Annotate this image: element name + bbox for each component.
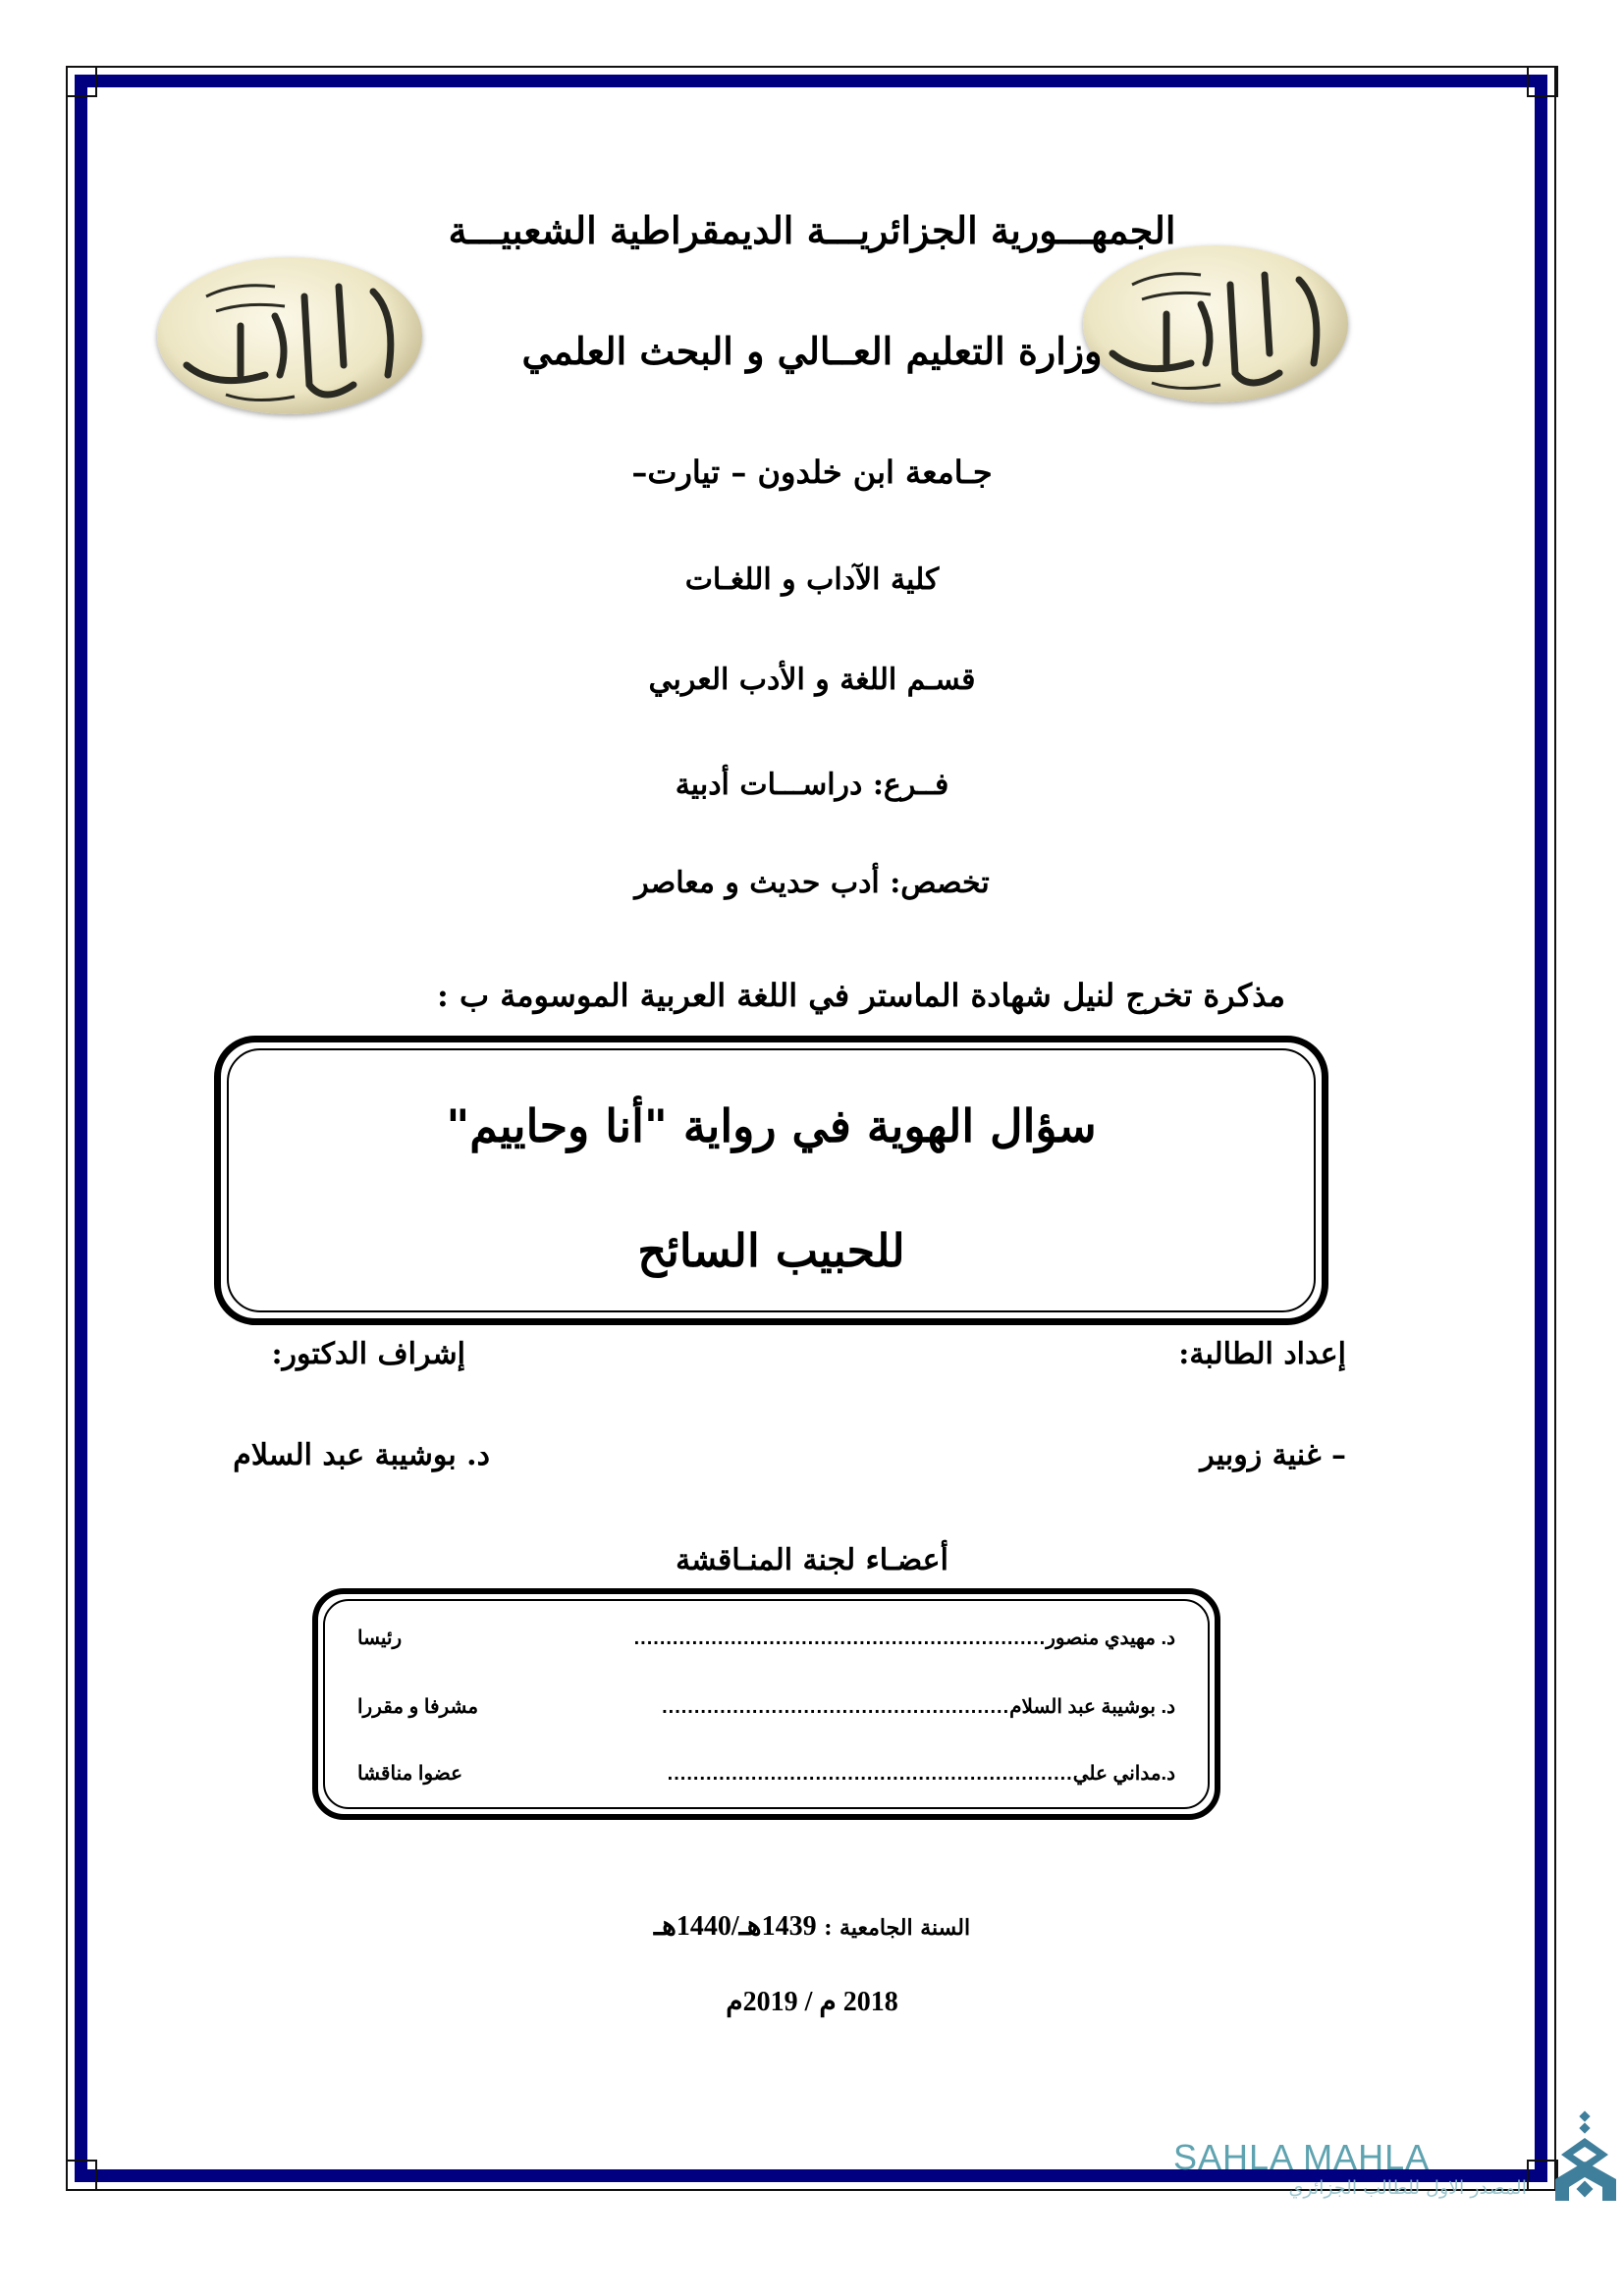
committee-heading: أعضـاء لجنة المنـاقشة — [676, 1543, 948, 1577]
thesis-title-box — [214, 1036, 1328, 1325]
academic-year-gregorian: 2018 م / 2019م — [726, 1987, 898, 2017]
committee-box — [312, 1588, 1220, 1820]
frame-corner-ornament — [66, 66, 97, 97]
committee-member-role: رئيسا — [357, 1628, 403, 1649]
specialty-name: تخصص: أدب حديث و معاصر — [634, 866, 990, 900]
ministry-heading: وزارة التعليم العــالي و البحث العلمي — [521, 329, 1103, 373]
academic-year-hijri — [0, 1909, 1624, 1943]
committee-member-role: مشرفا و مقررا — [357, 1696, 479, 1718]
committee-member-name: د.مداني علي — [1072, 1763, 1175, 1785]
watermark-subtitle: المصدر الاول للطالب الجزائري — [1288, 2177, 1527, 2199]
thesis-title-line-1: سؤال الهوية في رواية "أنا وحاييم" — [446, 1099, 1097, 1152]
watermark-title: SAHLA MAHLA — [1173, 2137, 1431, 2177]
memo-description: مذكرة تخرج لنيل شهادة الماستر في اللغة العربية الموسومة ب : — [436, 977, 1285, 1014]
department-name: قسـم اللغة و الأدب العربي — [648, 663, 976, 697]
watermark — [1173, 2137, 1546, 2199]
frame-corner-ornament — [66, 2160, 97, 2191]
academic-year-hijri-value: 1439هـ/1440هـ — [653, 1911, 817, 1942]
university-name: جـامعة ابن خلدون – تيارت– — [631, 454, 993, 491]
committee-member-name: د. مهيدي منصور — [1046, 1628, 1175, 1649]
committee-member-row — [357, 1626, 1175, 1650]
dot-leader: ...................................................... — [662, 1696, 1010, 1718]
frame-corner-ornament — [1527, 66, 1558, 97]
calligraphy-seal-icon — [1083, 245, 1348, 402]
prepared-by-label: إعداد الطالبة: — [1178, 1337, 1346, 1371]
committee-member-name: د. بوشيبة عبد السلام — [1009, 1696, 1175, 1718]
faculty-name: كلية الآداب و اللغـات — [684, 562, 940, 597]
dot-leader: ................................................................ — [633, 1628, 1047, 1649]
supervisor-name: د. بوشيبة عبد السلام — [233, 1438, 490, 1472]
thesis-title-line-2: للحبيب السائح — [637, 1224, 905, 1277]
branch-name: فــرع: دراســـات أدبية — [675, 768, 949, 802]
republic-heading: الجمهـــورية الجزائريـــة الديمقراطية الشعبيـــة — [448, 208, 1176, 252]
sahla-mahla-logo-icon — [1551, 2110, 1620, 2209]
committee-member-row — [357, 1761, 1175, 1786]
dot-leader: ............................................................... — [667, 1763, 1073, 1785]
supervised-by-label: إشراف الدكتور: — [271, 1337, 465, 1371]
university-seal-logo-right — [1083, 245, 1348, 402]
committee-member-row — [357, 1694, 1175, 1719]
academic-year-label: السنة الجامعية : — [824, 1915, 971, 1941]
student-name: – غنية زوبير — [1200, 1438, 1346, 1472]
committee-member-role: عضوا مناقشا — [357, 1763, 463, 1785]
